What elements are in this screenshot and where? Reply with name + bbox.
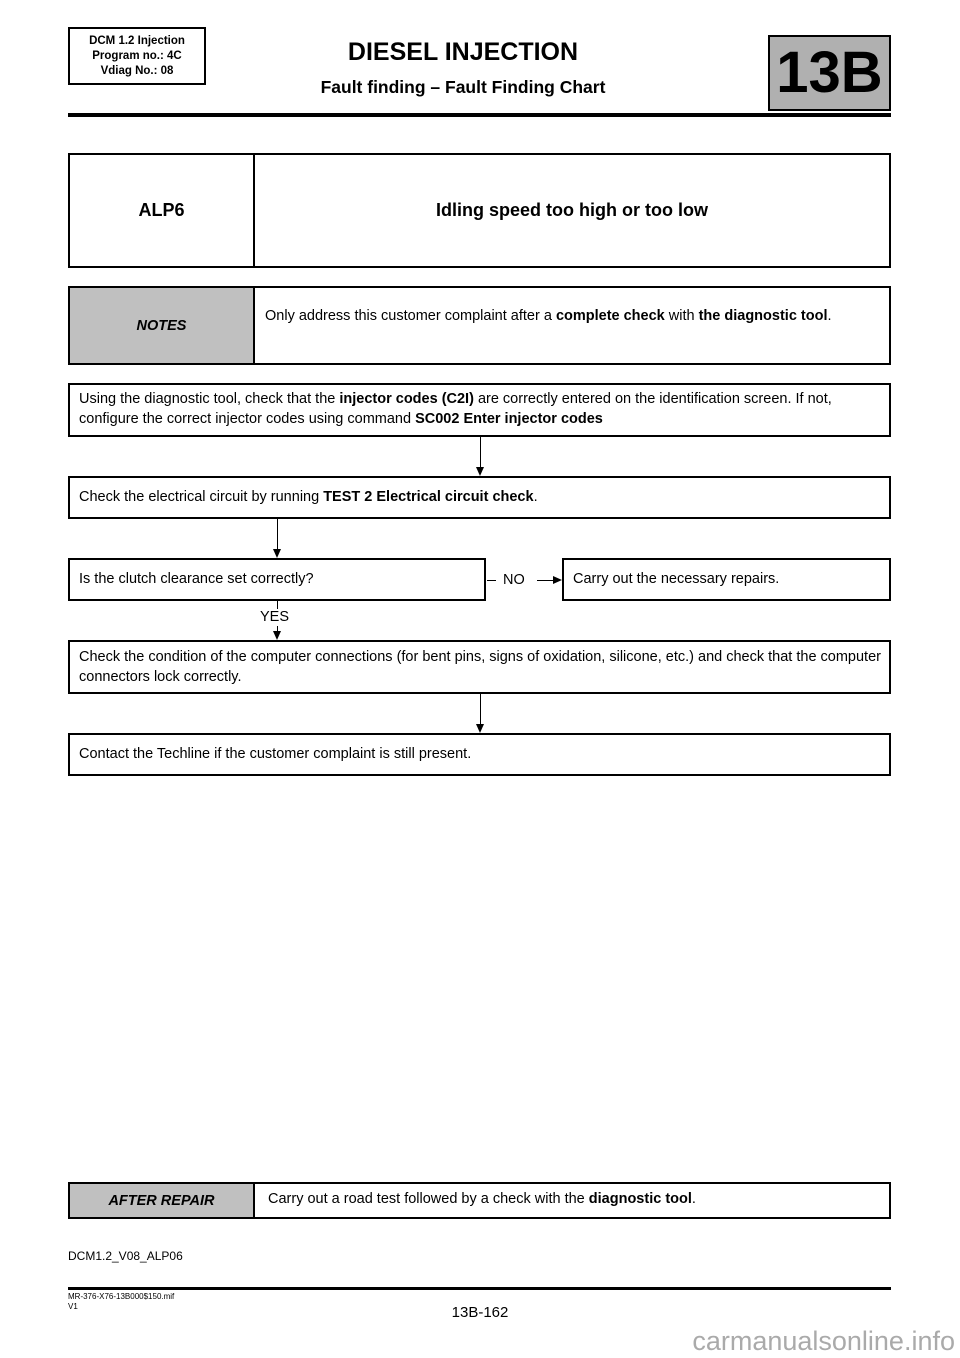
notes-text: Only address this customer complaint after a complete check with the diagnostic tool. <box>265 308 832 324</box>
arrow-down-icon <box>476 467 484 476</box>
arrow-down-icon <box>476 724 484 733</box>
section-badge: 13B <box>768 35 891 111</box>
arrow-right-icon <box>553 576 562 584</box>
step-electrical-circuit <box>68 476 891 519</box>
alp-title: Idling speed too high or too low <box>436 200 708 220</box>
step-necessary-repairs <box>562 558 891 601</box>
header-rule <box>68 113 891 117</box>
page-subtitle: Fault finding – Fault Finding Chart <box>320 77 606 97</box>
flow-line <box>480 437 481 468</box>
flow-line <box>480 694 481 725</box>
step-text: Check the condition of the computer connections (for bent pins, signs of oxidation, silicone, etc.) and check that the computer connectors lock correctly. <box>79 649 881 685</box>
alp-title-box <box>68 153 891 268</box>
after-repair-box <box>68 1182 891 1219</box>
code-line: Program no.: 4C <box>92 50 182 62</box>
no-label: NO <box>503 572 525 588</box>
document-reference: DCM1.2_V08_ALP06 <box>68 1249 183 1263</box>
after-repair-label: AFTER REPAIR <box>70 1184 255 1217</box>
footer-rule <box>68 1287 891 1290</box>
notes-box <box>68 286 891 365</box>
step-text: Carry out the necessary repairs. <box>573 571 780 587</box>
step-contact-techline <box>68 733 891 776</box>
alp-code: ALP6 <box>70 155 255 266</box>
version: V1 <box>68 1302 78 1311</box>
page-number: 13B-162 <box>451 1304 509 1321</box>
code-line: DCM 1.2 Injection <box>89 35 185 47</box>
yes-label: YES <box>260 609 290 625</box>
arrow-down-icon <box>273 549 281 558</box>
step-check-injector-codes <box>68 383 891 437</box>
step-text: Check the electrical circuit by running TEST 2 Electrical circuit check. <box>79 489 538 505</box>
step-text: Using the diagnostic tool, check that the injector codes (C2I) are correctly entered on the identification screen. If not, configure the correct injector codes using command SC002 Enter injector codes <box>79 391 832 427</box>
watermark: carmanualsonline.info <box>692 1326 955 1356</box>
question-clutch-clearance <box>68 558 486 601</box>
vehicle-code-box <box>68 27 206 85</box>
flow-line <box>537 580 554 581</box>
flow-line <box>487 580 496 581</box>
file-name: MR-376-X76-13B000$150.mif <box>68 1292 175 1301</box>
page-title: DIESEL INJECTION <box>347 38 579 66</box>
step-text: Contact the Techline if the customer complaint is still present. <box>79 746 472 762</box>
after-repair-text: Carry out a road test followed by a check with the diagnostic tool. <box>268 1191 696 1207</box>
notes-label: NOTES <box>70 288 255 363</box>
step-computer-connections <box>68 640 891 694</box>
flow-line <box>277 519 278 550</box>
code-line: Vdiag No.: 08 <box>100 65 174 77</box>
arrow-down-icon <box>273 631 281 640</box>
step-text: Is the clutch clearance set correctly? <box>79 571 314 587</box>
